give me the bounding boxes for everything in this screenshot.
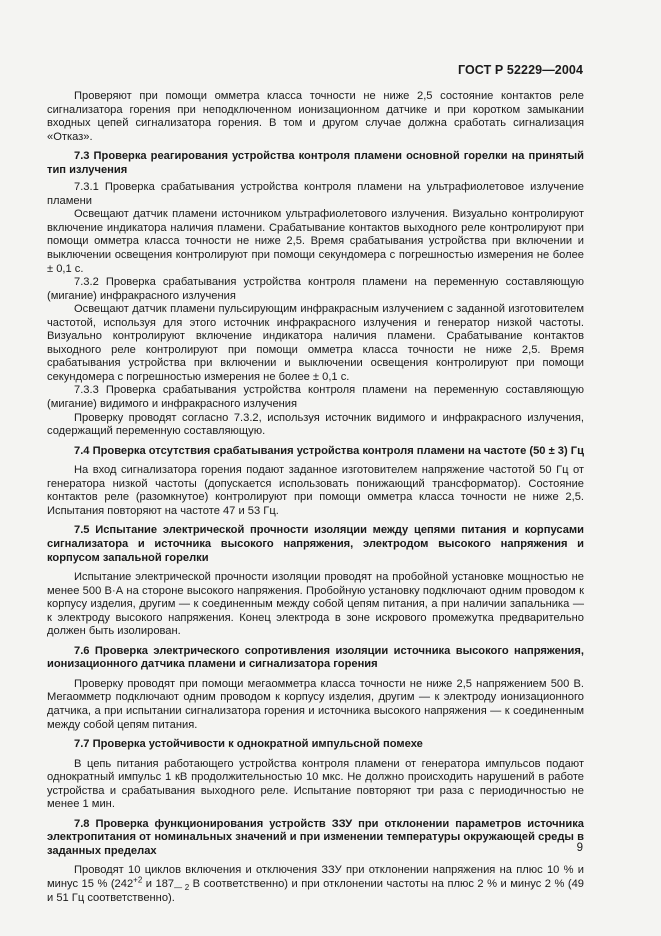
section-heading: 7.3 Проверка реагирования устройства контроля пламени основной горелки на принятый тип излучения [47, 150, 584, 176]
paragraph: Испытание электрической прочности изоляции проводят на пробойной установке мощностью не менее 500 В·А на стороне высокого напряжения. Пробойную установку подключают одним проводом к корпусу изделия, другим — к соединенным между собой цепям питания, а при наличии запальника — к электроду высокого напряжения. Конец электрода в зоне искрового промежутка предварительно должен быть изолирован. [47, 571, 584, 638]
section-heading: 7.7 Проверка устойчивости к однократной импульсной помехе [74, 738, 423, 751]
paragraph: На вход сигнализатора горения подают заданное изготовителем напряжение частотой 50 Гц от генератора низкой частоты (допускается использовать понижающий трансформатор). Состояние контактов реле (разомкнутое) контролируют при помощи омметра класса точности не ниже 2,5. Испытания повторяют на частоте 47 и 53 Гц. [47, 464, 584, 517]
paragraph-voltage-test [47, 864, 584, 905]
page-number: 9 [576, 842, 583, 854]
paragraph: В цепь питания работающего устройства контроля пламени от генератора импульсов подают однократный импульс 1 кВ продолжительностью 10 мкс. Не должно происходить нарушений в работе устройства и срабатывания выходного реле. Испытание повторяют три раза с периодичностью не менее 1 мин. [47, 757, 584, 811]
paragraph: Проверяют при помощи омметра класса точности не ниже 2,5 состояние контактов реле сигнализатора горения при неподключенном ионизационном датчике и при коротком замыкании входных цепей сигнализатора горения. В том и другом случае должна сработать сигнализация «Отказ». [47, 90, 584, 143]
section-heading: 7.6 Проверка электрического сопротивления изоляции источника высокого напряжения, ионизационного датчика пламени и сигнализатора горения [47, 644, 584, 671]
paragraph: Проверку проводят согласно 7.3.2, используя источник видимого и инфракрасного излучения, содержащий переменную составляющую. [47, 411, 584, 438]
subsection-title: 7.3.2 Проверка срабатывания устройства контроля пламени на переменную составляющую (мигание) инфракрасного излучения [47, 276, 584, 302]
paragraph: Проверку проводят при помощи мегаомметра класса точности не ниже 2,5 напряжением 500 В. Мегаомметр подключают одним проводом к корпусу изделия, другим — к электроду ионизационного датчика, а при испытании сигнализатора горения и источника высокого напряжения — к соединенным между собой цепям питания. [47, 677, 584, 731]
superscript: +2 [133, 875, 143, 885]
section-heading: 7.4 Проверка отсутствия срабатывания устройства контроля пламени на частоте (50 ± 3) Гц [74, 444, 584, 457]
paragraph: Освещают датчик пламени пульсирующим инфракрасным излучением с заданной изготовителем частотой, используя для этого источник инфракрасного излучения и генератор низкой частоты. Визуально контролируют включение индикатора наличия пламени. Срабатывание контактов выходного реле контролируют при помощи омметра класса точности не ниже 2,5. Время срабатывания устройства при включении и выключении освещения контролируют при помощи секундомера с погрешностью измерения не более ± 0,1 с. [47, 303, 584, 383]
document-body [47, 90, 584, 905]
section-heading: 7.5 Испытание электрической прочности изоляции между цепями питания и корпусами сигнализатора и источника высокого напряжения, электродом высокого напряжения и корпусом запальной горелки [47, 524, 584, 564]
subsection-title: 7.3.3 Проверка срабатывания устройства контроля пламени на переменную составляющую (мигание) видимого и инфракрасного излучения [47, 384, 584, 411]
subscript: — 2 [174, 883, 190, 893]
text-run: Проводят 10 циклов включения и отключения ЗЗУ при отклонении напряжения на плюс 10 % и минус 15 % (242 [47, 864, 584, 890]
paragraph: Освещают датчик пламени источником ультрафиолетового излучения. Визуально контролируют включение индикатора наличия пламени. Срабатывание контактов выходного реле контролируют при помощи омметра класса точности не ниже 2,5. Время срабатывания устройства при включении и выключении освещения контролируют при помощи секундомера с погрешностью измерения не более ± 0,1 с. [47, 208, 584, 275]
subsection-title: 7.3.1 Проверка срабатывания устройства контроля пламени на ультрафиолетовое излучение пламени [47, 181, 584, 207]
standard-header: ГОСТ Р 52229—2004 [457, 63, 583, 77]
text-run: и 187 [142, 877, 175, 890]
text-run: В соответственно) и при отклонении частоты на плюс 2 % и минус 2 % (49 и 51 Гц соответственно). [47, 877, 584, 904]
section-heading: 7.8 Проверка функционирования устройств ЗЗУ при отклонении параметров источника электропитания от номинальных значений и при изменении температуры окружающей среды в заданных пределах [47, 817, 584, 857]
